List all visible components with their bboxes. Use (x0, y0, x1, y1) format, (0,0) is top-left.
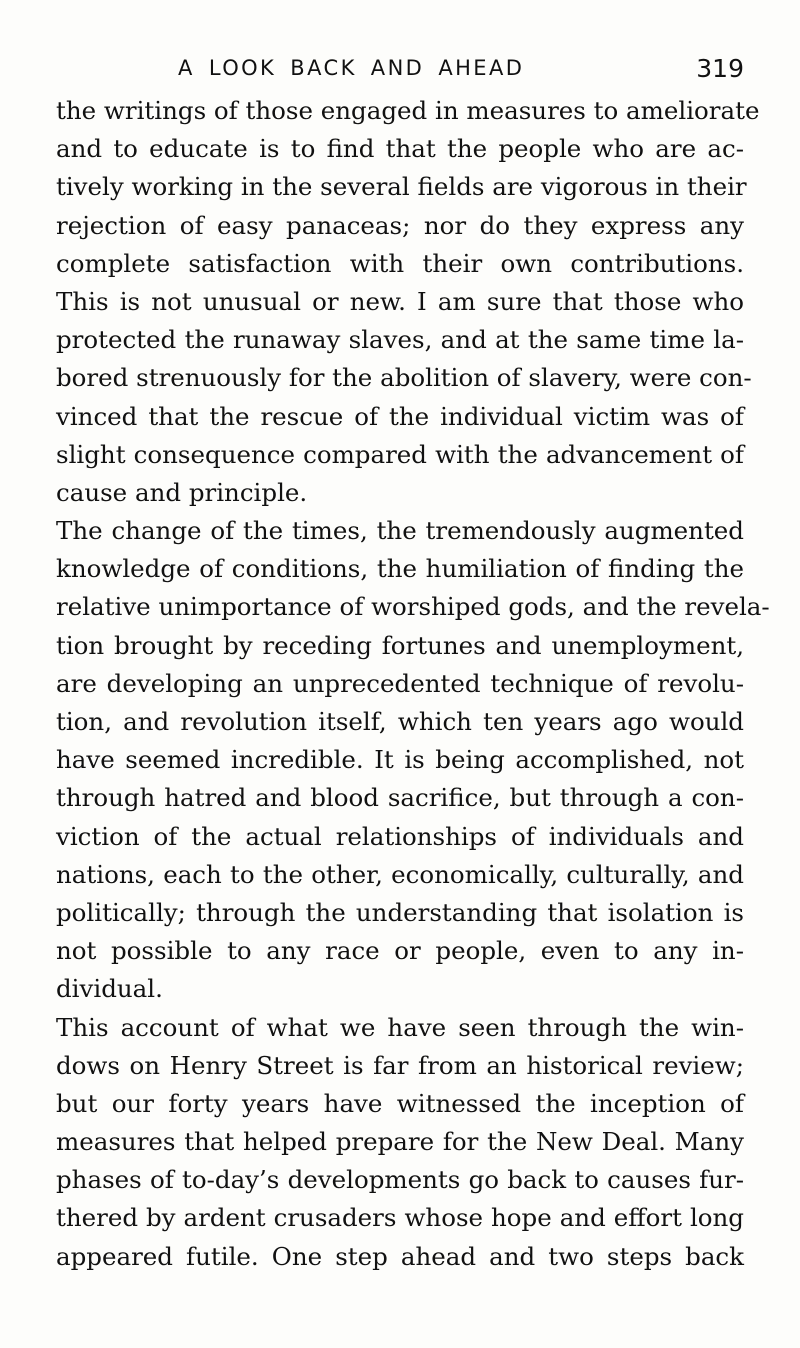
text-line: vinced that the rescue of the individual victim was of (56, 401, 744, 431)
running-title: A LOOK BACK AND AHEAD (178, 56, 525, 80)
text-line: and to educate is to find that the people who are ac- (56, 134, 744, 164)
text-line: but our forty years have witnessed the inception of (56, 1088, 744, 1118)
text-line: the writings of those engaged in measures to ameliorate (56, 96, 760, 125)
text-line: not possible to any race or people, even to any in- (56, 936, 744, 966)
text-line: have seemed incredible. It is being accomplished, not (56, 745, 744, 775)
text-line: are developing an unprecedented technique of revolu- (56, 668, 744, 698)
text-line: politically; through the understanding that isolation is (56, 897, 744, 927)
text-line: viction of the actual relationships of individuals and (56, 821, 744, 851)
running-head (154, 52, 744, 92)
text-line: protected the runaway slaves, and at the same time la- (56, 325, 744, 355)
text-line: through hatred and blood sacrifice, but through a con- (56, 783, 744, 813)
body-text (56, 92, 770, 1276)
page-number: 319 (696, 54, 744, 83)
text-line: knowledge of conditions, the humiliation of finding the (56, 554, 744, 584)
text-line: tion brought by receding fortunes and unemployment, (56, 630, 744, 660)
text-line: tively working in the several fields are vigorous in their (56, 172, 747, 202)
text-line: measures that helped prepare for the New Deal. Many (56, 1127, 744, 1157)
text-line: dividual. (56, 974, 163, 1004)
text-line: cause and principle. (56, 477, 308, 507)
text-line: rejection of easy panaceas; nor do they express any (56, 210, 744, 240)
text-line: bored strenuously for the abolition of slavery, were con- (56, 363, 752, 393)
text-line: This account of what we have seen through the win- (56, 1012, 744, 1042)
text-line: This is not unusual or new. I am sure that those who (56, 286, 744, 316)
text-line: tion, and revolution itself, which ten years ago would (56, 707, 744, 736)
text-line: relative unimportance of worshiped gods, and the revela- (56, 592, 770, 622)
text-line: dows on Henry Street is far from an historical review; (56, 1050, 744, 1080)
text-line: The change of the times, the tremendously augmented (56, 516, 744, 546)
text-line: slight consequence compared with the advancement of (56, 439, 744, 469)
text-line: phases of to-day’s developments go back to causes fur- (56, 1165, 744, 1195)
text-line: appeared futile. One step ahead and two steps back (56, 1241, 744, 1271)
text-line: thered by ardent crusaders whose hope and effort long (56, 1203, 744, 1233)
text-line: complete satisfaction with their own contributions. (56, 248, 744, 278)
text-line: nations, each to the other, economically, culturally, and (56, 859, 744, 889)
